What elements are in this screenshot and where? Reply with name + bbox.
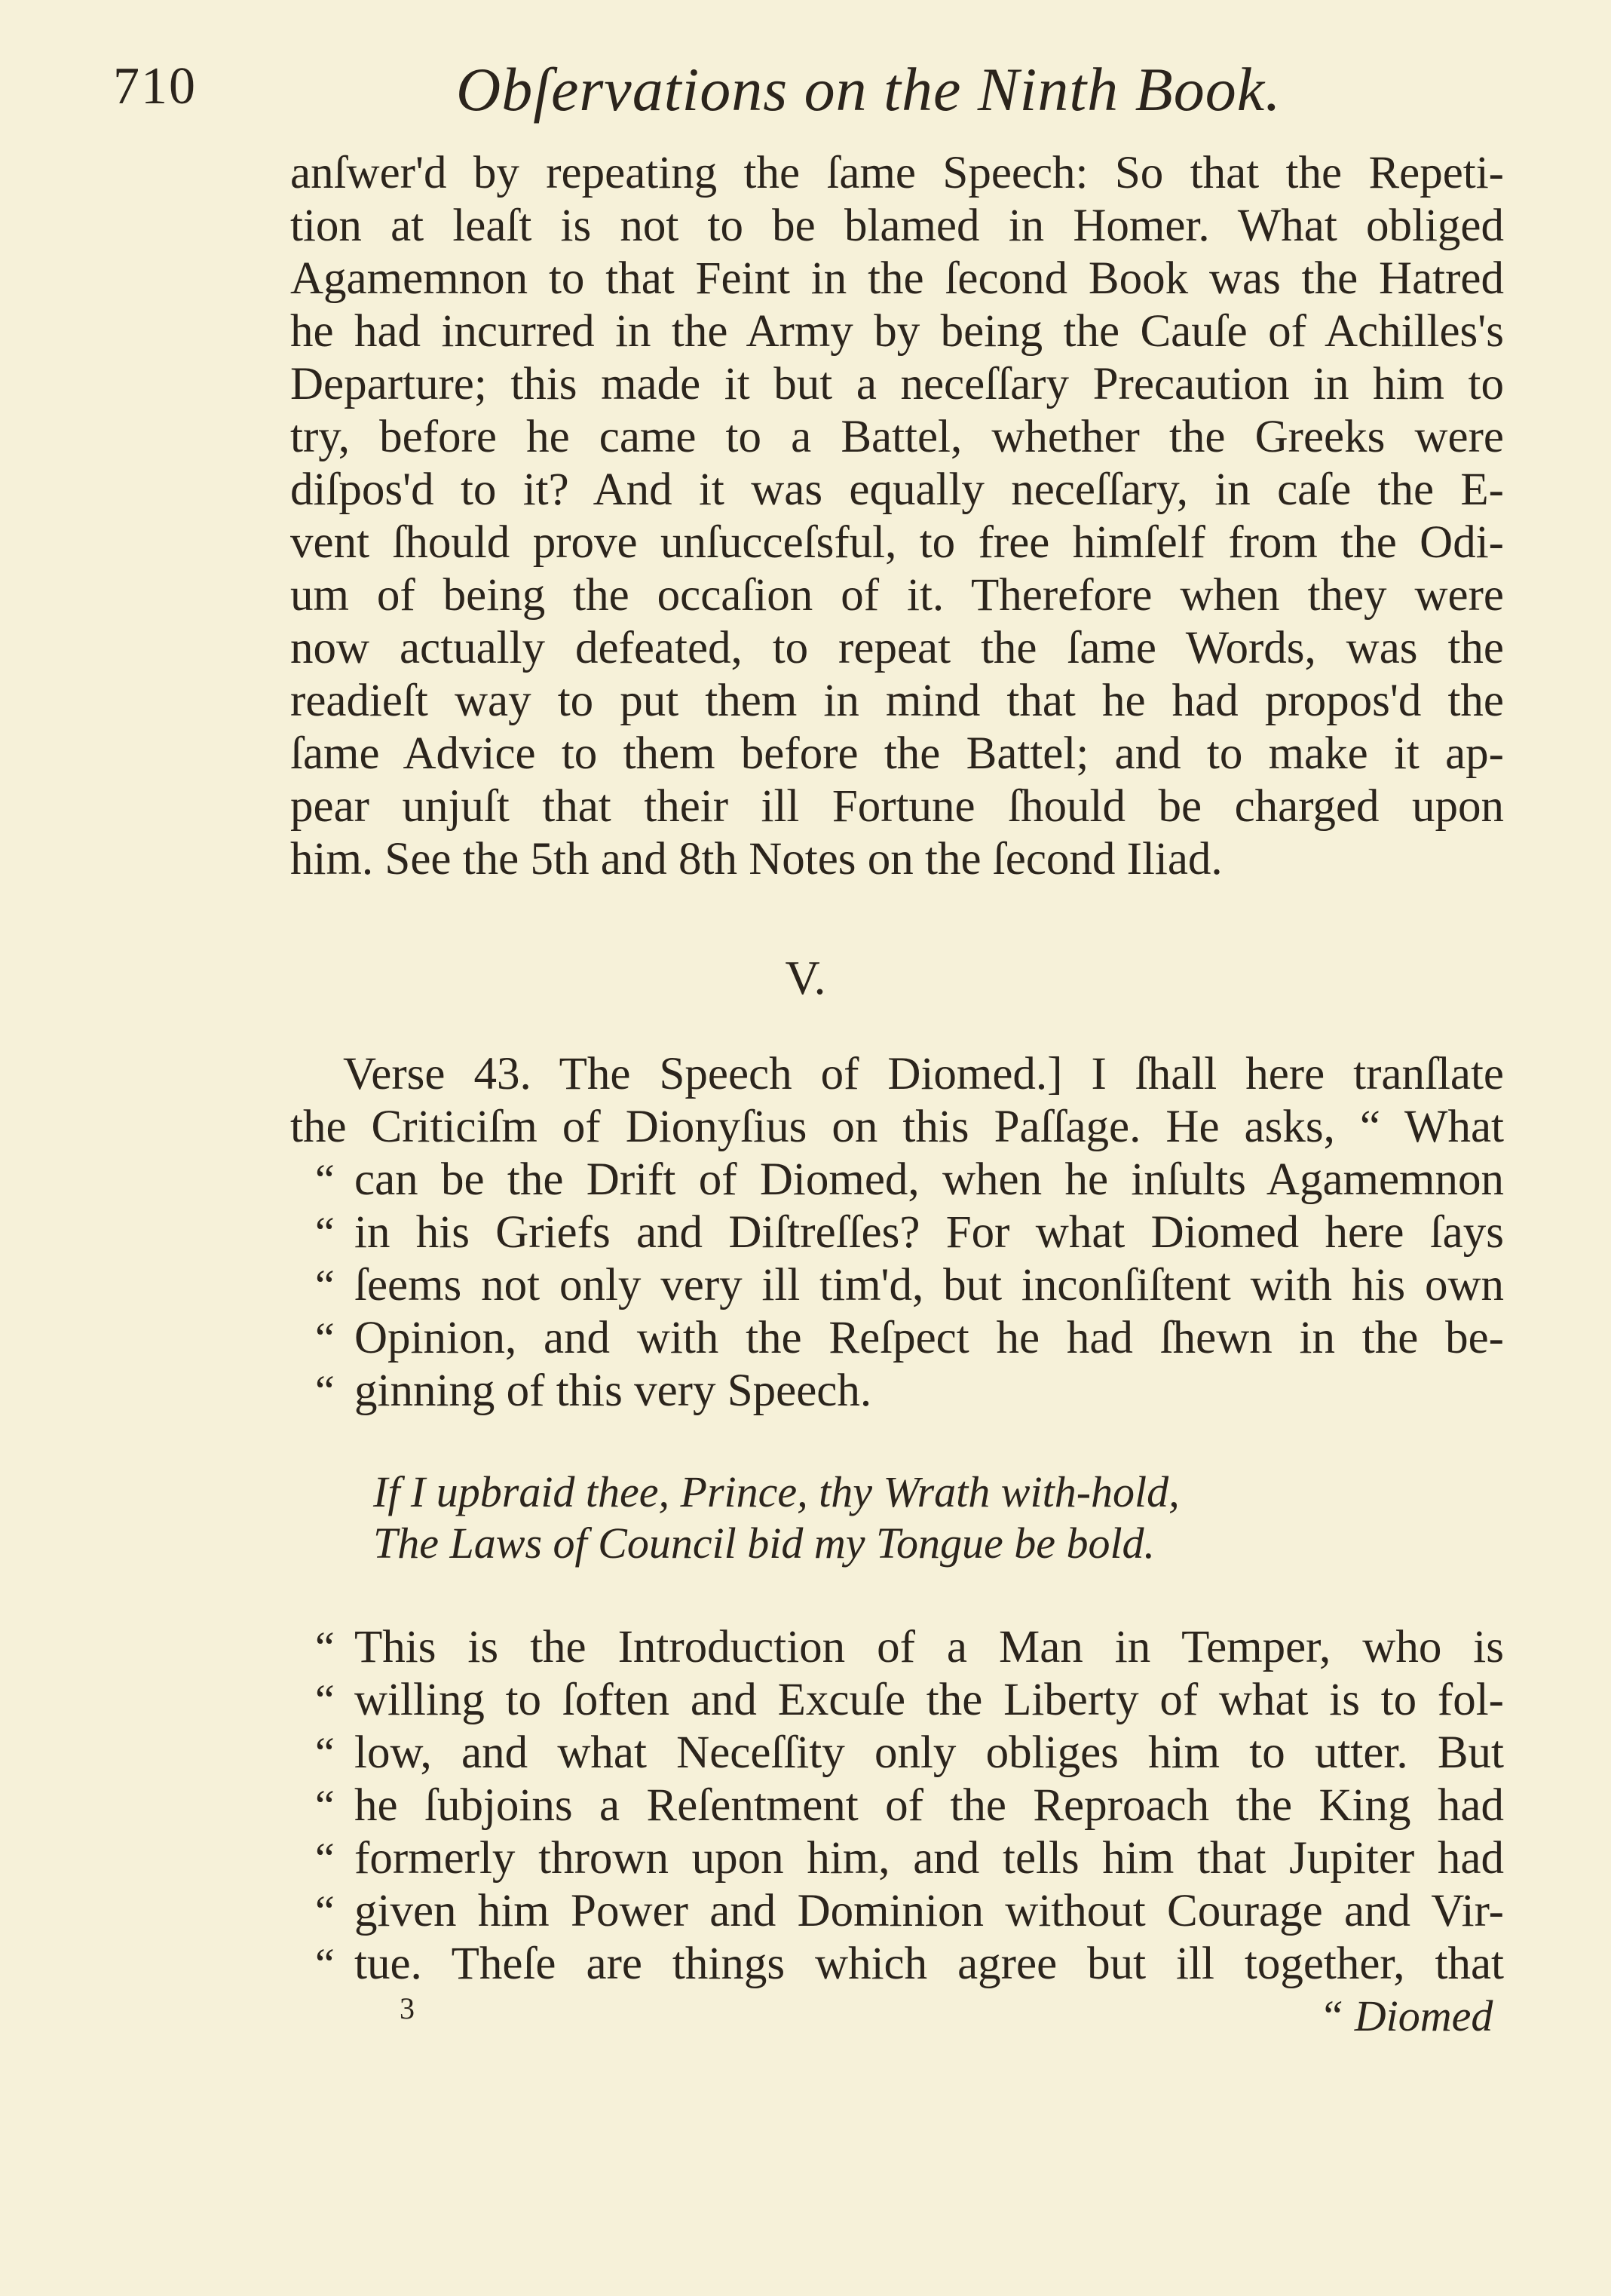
signature-mark: 3 [400,1991,415,2025]
quoted-line: “ This is the Introduction of a Man in Temper, who is [315,1622,1504,1672]
text-line: now actually defeated, to repeat the ſame Words, was the [290,623,1504,673]
quoted-line: “ ginning of this very Speech. [315,1366,872,1416]
text-line: tion at leaſt is not to be blamed in Homer. What obliged [290,201,1504,251]
quote-mark: “ [315,1366,335,1415]
quote-mark: “ [315,1261,335,1310]
verse-line: The Laws of Council bid my Tongue be bold. [373,1519,1156,1568]
quoted-line: “ ſeems not only very ill tim'd, but inconſiſtent with his own [315,1260,1504,1310]
verse-line: If I upbraid thee, Prince, thy Wrath with-hold, [373,1467,1180,1516]
text-line: vent ſhould prove unſucceſsful, to free himſelf from the Odi- [290,517,1504,568]
paragraph-2 [290,1048,1504,1154]
quoted-line: “ willing to ſoften and Excuſe the Liberty of what is to fol- [315,1675,1504,1725]
quoted-line: “ tue. Theſe are things which agree but ill together, that [315,1939,1504,1989]
section-number: V. [785,951,826,1004]
quote-mark: “ [315,1887,335,1936]
quoted-line: “ given him Power and Dominion without Courage and Vir- [315,1886,1504,1936]
quote-mark: “ [315,1781,335,1830]
text-line: um of being the occaſion of it. Therefore when they were [290,570,1504,621]
running-head: Obſervations on the Ninth Book. [456,55,1282,124]
text-line: diſpos'd to it? And it was equally neceſſary, in caſe the E- [290,464,1504,515]
quoted-line: “ formerly thrown upon him, and tells him that Jupiter had [315,1833,1504,1884]
text-line: pear unjuſt that their ill Fortune ſhould be charged upon [290,781,1504,832]
quoted-line: “ Opinion, and with the Reſpect he had ſhewn in the be- [315,1313,1504,1363]
quote-mark: “ [315,1728,335,1777]
quoted-line: “ can be the Drift of Diomed, when he inſults Agamemnon [315,1154,1504,1205]
text-line: Departure; this made it but a neceſſary Precaution in him to [290,359,1504,409]
text-line: the Criticiſm of Dionyſius on this Paſſage. He asks, “ What [290,1102,1504,1152]
text-line: ſame Advice to them before the Battel; and to make it ap- [290,728,1504,779]
catchword: “ Diomed [1319,1991,1493,2040]
quoted-line: “ he ſubjoins a Reſentment of the Reproach the King had [315,1780,1504,1831]
quote-mark: “ [315,1208,335,1257]
text-line: him. See the 5th and 8th Notes on the ſecond Iliad. [290,834,1223,884]
verse-quotation [373,1467,1180,1569]
quotation-1 [315,1154,1504,1418]
quoted-line: “ low, and what Neceſſity only obliges him to utter. But [315,1727,1504,1778]
text-line: Verse 43. The Speech of Diomed.] I ſhall here tranſlate [343,1049,1504,1099]
quotation-2 [315,1621,1504,1991]
text-line: readieſt way to put them in mind that he had propos'd the [290,676,1504,726]
quote-mark: “ [315,1675,335,1724]
paragraph-1 [290,147,1504,886]
text-line: Agamemnon to that Feint in the ſecond Book was the Hatred [290,253,1504,304]
quote-mark: “ [315,1314,335,1363]
text-line: anſwer'd by repeating the ſame Speech: So that the Repeti- [290,148,1504,198]
text-line: he had incurred in the Army by being the Cauſe of Achilles's [290,306,1504,357]
text-line: try, before he came to a Battel, whether the Greeks were [290,412,1504,462]
page-number: 710 [113,57,197,115]
quoted-line: “ in his Griefs and Diſtreſſes? For what Diomed here ſays [315,1207,1504,1258]
quote-mark: “ [315,1623,335,1672]
quote-mark: “ [315,1834,335,1883]
quote-mark: “ [315,1939,335,1988]
quote-mark: “ [315,1155,335,1204]
